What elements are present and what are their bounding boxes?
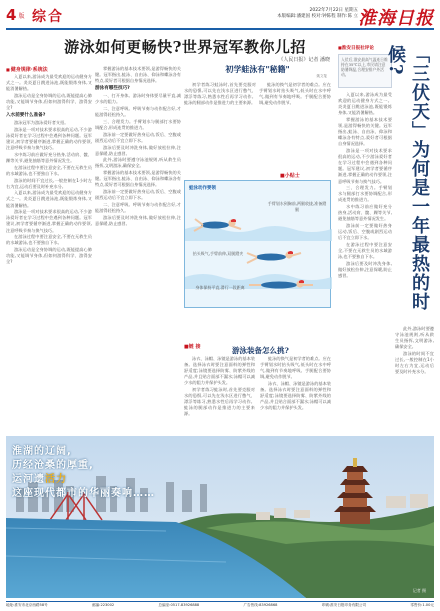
article-column-2 (95, 66, 181, 426)
paragraph: 游泳后要及时冲洗身体,做好放松拉伸,注意保暖,防止感冒。 (95, 144, 181, 156)
masthead (6, 4, 434, 30)
paragraph: 水中练习前应做好充分热身,活动肩、髋、踝等关节,避免抽筋等意外情况发生。 (6, 152, 92, 164)
panel-label: 蛙泳动作要领 (189, 186, 216, 191)
paragraph: 初学者练习蛙泳时,首先要克服对水的恐惧,可以先在浅水区进行憋气、漂浮等练习,熟悉水性后再学习动作。蛙泳的腿部动作是推进力的主要来源。 (184, 82, 256, 106)
paragraph: 游泳前一定要做好热身运动,饭后、空腹或剧烈运动后不宜立即下水。 (95, 131, 181, 143)
link-tag: ■链 接 (184, 344, 201, 350)
paragraph: 入夏以来,游泳成为最受欢迎的运动健身方式之一。炎炎夏日跳进泳池,既能锻炼身体,又能消暑解热。 (6, 74, 92, 92)
panel-caption: 手臂划水到胸前,两腿收拢,准备蹬腿 (267, 201, 327, 212)
footer-item: 地址:淮安市北京西路58号 (6, 603, 48, 607)
tip-tag: ■小贴士 (280, 173, 300, 179)
paper-logo: 淮海日报 (358, 8, 434, 29)
paragraph: 泳衣、泳帽、泳镜是游泳的基本装备。选择泳衣时要注意面料的弹性和舒适度;泳镜要选择防雾、防紫外线的产品,并且贴合面部不漏水;泳帽可以减少水的阻力并保护头发。 (260, 380, 331, 411)
article-subhead: ■ 健身规律·系统法 (6, 67, 48, 73)
paragraph: 蛙泳的换气是初学者的难点。应在手臂划水时抬头吸气,低头时在水中呼气,做到有节奏地呼吸。手腿配合要协调,避免动作脱节。 (260, 356, 331, 380)
article-column-1 (6, 66, 92, 426)
paragraph: 游泳冠军为游泳爱好者支招。 (14, 120, 69, 126)
paragraph: 泳衣、泳帽、泳镜是游泳的基本装备。选择泳衣时要注意面料的弹性和舒适度;泳镜要选择防雾、防紫外线的产品,并且贴合面部不漏水;泳帽可以减少水的阻力并保护头发。 (184, 356, 255, 386)
feature-title: 初学蛙泳有"秘籍" (225, 64, 290, 74)
paragraph: 在游泳过程中要注意安全,不要在无救生员的水域游泳,也不要独自下水。 (338, 241, 392, 259)
paragraph: 游泳后要及时冲洗身体,做好放松拉伸,注意保暖,防止感冒。 (95, 214, 181, 226)
city-photo (6, 436, 434, 598)
sidebar-column (338, 92, 392, 428)
sidebar-tag: ■ 淮安日报社评论 (338, 45, 390, 53)
paragraph: 二、注意呼吸。呼吸节奏与动作配合好,才能游得轻松持久。 (95, 201, 181, 213)
paragraph: 游泳的时间不宜过长,一般控制在1小时左右为宜,运动后要及时补充水分。 (6, 177, 92, 189)
editor-credits: 本版编辑:潘建国 校对:钟陈程 制作:陈 立 (277, 14, 358, 19)
photo-caption-line: 这座现代都市的华丽奏响…… (12, 488, 155, 499)
panel-caption: 抬头吸气,手臂前伸,双腿蹬夹 (192, 251, 244, 256)
footer-item: 邮编:223002 (92, 603, 115, 607)
paragraph: 游泳的时间不宜过长,一般控制在1小时左右为宜,运动后要及时补充水分。 (395, 350, 434, 375)
feature-box (184, 64, 331, 336)
link-title: 游泳装备怎么挑? (232, 346, 289, 355)
photo-credit: 记者 摄 (412, 588, 426, 593)
paragraph: 游泳后要及时冲洗身体,做好放松拉伸,注意保暖,防止感冒。 (338, 260, 392, 278)
paragraph: 此外,游泳时要遵守泳池规则,听从救生员指挥,文明游泳,确保安全。 (395, 326, 434, 350)
link-column-2 (260, 356, 331, 428)
footer-item: 印刷:淮安日报印务有限公司 (321, 603, 367, 607)
paragraph: 此外,游泳时要遵守泳池规则,听从救生员指挥,文明游泳,确保安全。 (95, 157, 181, 169)
article-subhead: 游泳有哪些技巧? (95, 85, 130, 91)
link-column-1 (184, 356, 255, 428)
photo-caption-line: 运河遗活力 (12, 474, 67, 485)
paragraph: 初学者练习蛙泳时,首先要克服对水的恐惧,可以先在浅水区进行憋气、漂浮等练习,熟悉水性后再学习动作。蛙泳的腿部动作是推进力的主要来源。 (184, 387, 255, 417)
paragraph: 蛙泳的换气是初学者的难点。应在手臂划水时抬头吸气,低头时在水中呼气,做到有节奏地呼吸。手腿配合要协调,避免动作脱节。 (259, 82, 331, 106)
paragraph: 掌握游泳的基本技术要领,是游得畅快的关键。冠军指出,蛙泳、自由泳、仰泳和蝶泳各有特点,爱好者可根据自身情况选择。 (95, 66, 181, 84)
issue-date: 2022年7月22日 星期五 (309, 8, 358, 13)
paragraph: 游泳是一项对技术要求很高的运动,不少游泳爱好者在学习过程中会遇到各种问题。冠军建议,初学者要循序渐进,掌握正确的动作要领,注意呼吸节奏与换气技巧。 (6, 209, 92, 233)
footer-item: 广告热线:83926868 (243, 603, 278, 607)
article-headline: 游泳如何更畅快?世界冠军教你儿招 (64, 38, 306, 56)
paragraph: 游泳是一项对技术要求很高的运动,不少游泳爱好者在学习过程中会遇到各种问题。冠军建议,初学者要循序渐进,掌握正确的动作要领,注意呼吸节奏与换气技巧。 (6, 127, 92, 151)
feature-text-left (184, 82, 256, 168)
paragraph: 在游泳过程中要注意安全,不要在无救生员的水域游泳,也不要独自下水。 (6, 234, 92, 246)
section-name: 综合 (32, 9, 64, 25)
issue-meta (198, 8, 358, 20)
paragraph: 三、合理发力。手臂划水与腿部打水要协调配合,形成连贯的推进力。 (338, 185, 392, 203)
paragraph: 入夏以来,游泳成为最受欢迎的运动健身方式之一。炎炎夏日跳进泳池,既能锻炼身体,又能消暑解热。 (338, 92, 392, 116)
paragraph: 在游泳过程中要注意安全,不要在无救生员的水域游泳,也不要独自下水。 (6, 164, 92, 176)
paragraph: 游泳运动是全身协调的运动,既能提高心肺功能,又能调节身体,但如何游得科学、游得安全? (6, 92, 92, 111)
paragraph: 游泳前一定要做好热身运动,饭后、空腹或剧烈运动后不宜立即下水。 (95, 188, 181, 201)
sidebar-box: 入伏后,淮安最高气温连日维持在35℃以上,市民请注意防暑降温,合理安排户外活动。 (338, 54, 392, 88)
paragraph: 一、打开身体。游泳时身体要尽量平直,减少水的阻力。 (95, 93, 181, 105)
paragraph: 三、合理发力。手臂划水与腿部打水要协调配合,形成连贯的推进力。 (95, 118, 181, 131)
paragraph: 入夏以来,游泳成为最受欢迎的运动健身方式之一。炎炎夏日跳进泳池,既能锻炼身体,又能消暑解热。 (6, 190, 92, 208)
paragraph: 掌握游泳的基本技术要领,是游得畅快的关键。冠军指出,蛙泳、自由泳、仰泳和蝶泳各有特点,爱好者可根据自身情况选择。 (338, 116, 392, 147)
page-footer (6, 601, 434, 609)
sidebar-vertical-title: 「三伏天」为何是一年最热的时候? (385, 45, 430, 311)
paragraph: 游泳是一项对技术要求很高的运动,不少游泳爱好者在学习过程中会遇到各种问题。冠军建议,初学者要循序渐进,掌握正确的动作要领,注意呼吸节奏与换气技巧。 (338, 148, 392, 184)
paragraph: 二、注意呼吸。呼吸节奏与动作配合好,才能游得轻松持久。 (95, 106, 181, 118)
footer-item: 零售价:1.00元 (410, 603, 434, 607)
page-number: 4 版 (6, 6, 25, 24)
photo-caption-line: 历经沧桑的厚重, (12, 460, 94, 471)
sidebar-column-2 (395, 326, 434, 428)
paragraph: 游泳前一定要做好热身运动,饭后、空腹或剧烈运动后不宜立即下水。 (338, 222, 392, 241)
footer-item: 总编室:0517-83926888 (158, 603, 200, 607)
swimmer-figure (247, 251, 301, 263)
paragraph: 掌握游泳的基本技术要领,是游得畅快的关键。冠军指出,蛙泳、自由泳、仰泳和蝶泳各有特点,爱好者可根据自身情况选择。 (95, 170, 181, 188)
swim-illustration (184, 180, 331, 308)
article-byline: 《人民日报》记者 潘晓 (278, 57, 330, 63)
paragraph: 水中练习前应做好充分热身,活动肩、髋、踝等关节,避免抽筋等意外情况发生。 (338, 204, 392, 222)
feature-text-right (259, 82, 331, 168)
photo-caption-line: 淮湖的辽阔, (12, 446, 72, 457)
paragraph: 游泳运动是全身协调的运动,既能提高心肺功能,又能调节身体,但如何游得科学、游得安全? (6, 246, 92, 265)
feature-author: 姚文斐 (316, 74, 327, 78)
panel-caption: 身体保持平直,滑行一段距离 (195, 285, 245, 290)
article-subhead: 入水前要什么准备? (6, 112, 46, 118)
